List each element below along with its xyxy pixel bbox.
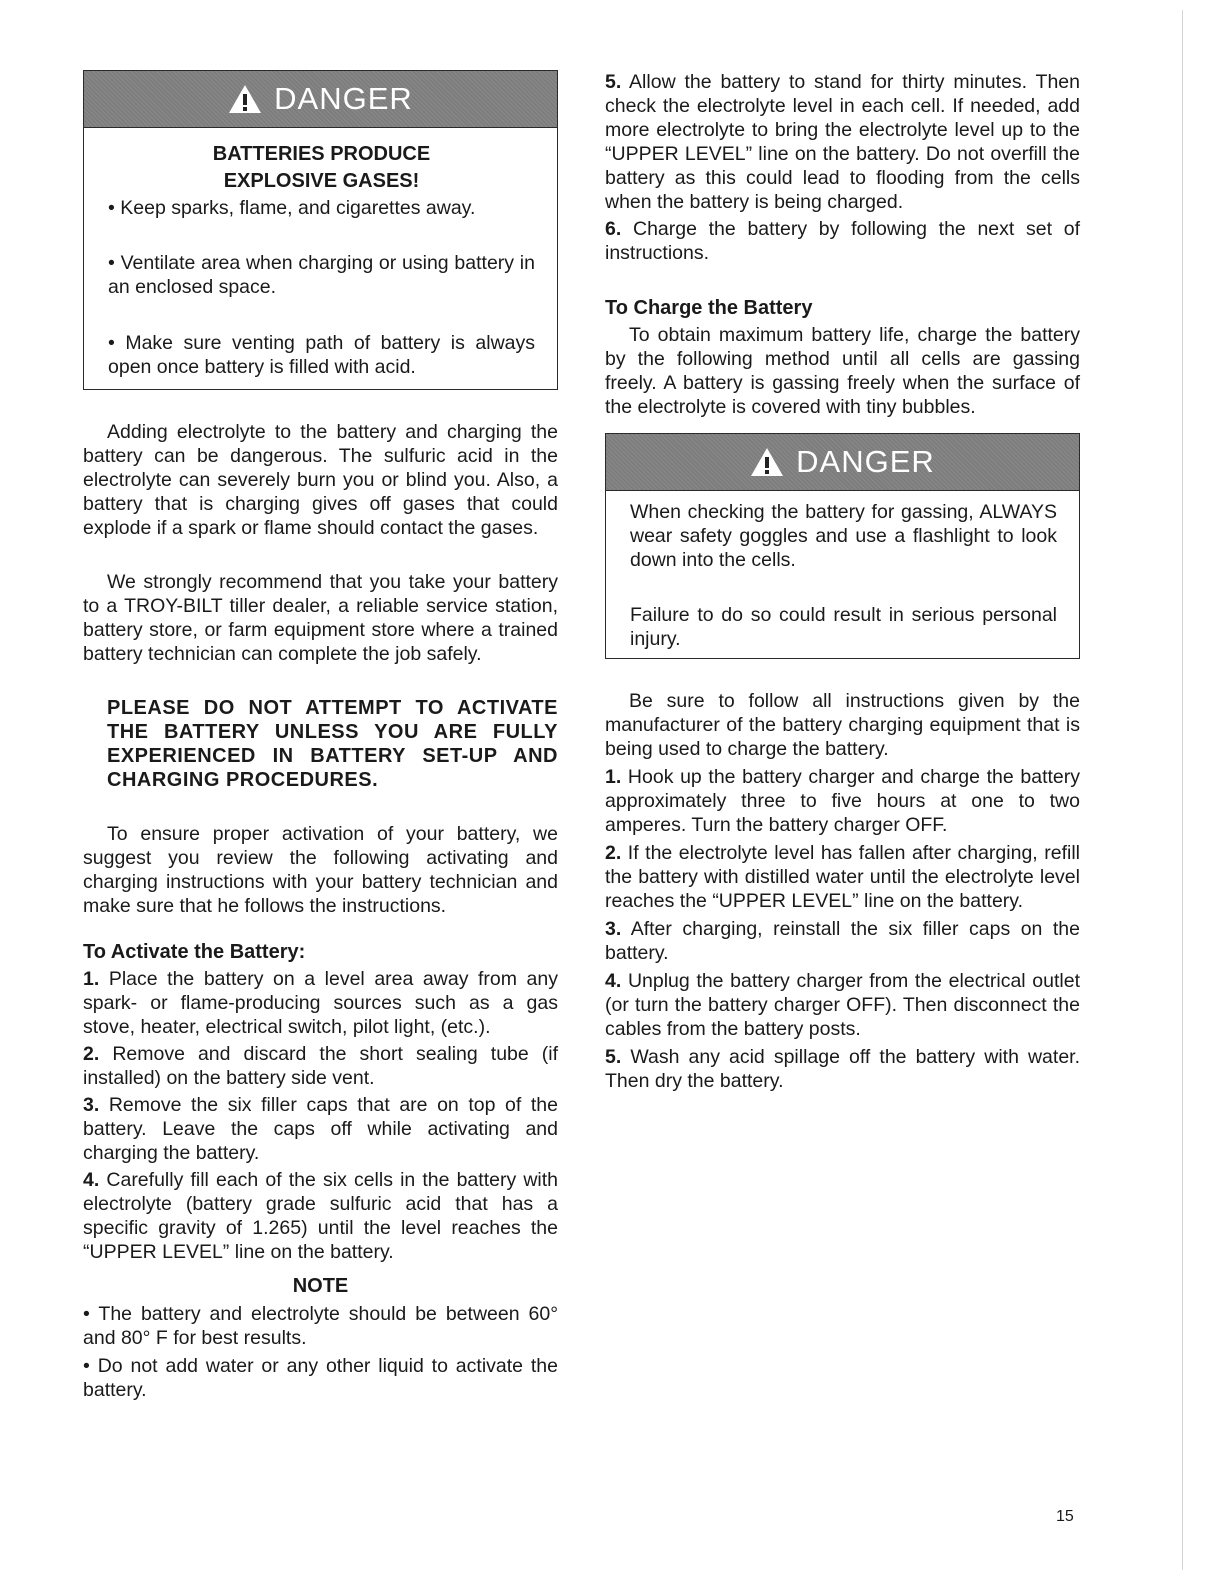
charge-step: 4. Unplug the battery charger from the electrical outlet (or turn the battery charger OFF). Then disconnect the cables from the battery posts. xyxy=(605,970,1080,1040)
danger-body xyxy=(84,128,557,389)
danger-item-sparks: • Keep sparks, flame, and cigarettes away. xyxy=(108,197,476,219)
danger-box-explosive-gases xyxy=(83,70,558,390)
danger-header xyxy=(606,434,1079,491)
caps-warning: PLEASE DO NOT ATTEMPT TO ACTIVATE THE BATTERY UNLESS YOU ARE FULLY EXPERIENCED IN BATTERY SET-UP AND CHARGING PROCEDURES. xyxy=(107,697,558,791)
activate-step: 2. Remove and discard the short sealing tube (if installed) on the battery side vent. xyxy=(83,1043,558,1089)
danger-label: DANGER xyxy=(796,444,935,479)
page-number: 15 xyxy=(1056,1508,1074,1525)
warning-triangle-icon xyxy=(750,447,784,477)
intro-paragraph: Adding electrolyte to the battery and charging the battery can be dangerous. The sulfuric acid in the electrolyte can severely burn you or blind you. Also, a battery that is charging gives off gases that could explode if a spark or flame should contact the gases. xyxy=(83,421,558,539)
danger-label: DANGER xyxy=(274,81,413,116)
danger-item-venting-path: • Make sure venting path of battery is always open once battery is filled with acid. xyxy=(108,332,535,378)
recommend-paragraph: We strongly recommend that you take your battery to a TROY-BILT tiller dealer, a reliable service station, battery store, or farm equipment store where a trained battery technician can complete the job safely. xyxy=(83,571,558,665)
warning-triangle-icon xyxy=(228,84,262,114)
ensure-paragraph: To ensure proper activation of your battery, we suggest you review the following activating and charging instructions with your battery technician and make sure that he follows the instructions. xyxy=(83,823,558,917)
activate-step: 4. Carefully fill each of the six cells in the battery with electrolyte (battery grade sulfuric acid that has a specific gravity of 1.265) until the level reaches the “UPPER LEVEL” line on the battery. xyxy=(83,1169,559,1263)
danger-item-ventilate: • Ventilate area when charging or using battery in an enclosed space. xyxy=(108,252,535,298)
charge-step: 1. Hook up the battery charger and charge the battery approximately three to five hours at one to two amperes. Turn the battery charger OFF. xyxy=(605,766,1081,836)
danger-text-injury: Failure to do so could result in serious personal injury. xyxy=(630,604,1057,650)
note-heading: NOTE xyxy=(292,1275,349,1297)
charge-step: 2. If the electrolyte level has fallen after charging, refill the battery with distilled water until the electrolyte level reaches the “UPPER LEVEL” line on the battery. xyxy=(605,842,1080,912)
danger-body xyxy=(606,491,1079,658)
right-column xyxy=(605,70,1080,1093)
danger-text-goggles: When checking the battery for gassing, ALWAYS wear safety goggles and use a flashlight to look down into the cells. xyxy=(630,501,1057,571)
charge-heading: To Charge the Battery xyxy=(605,297,813,319)
charge-step: 5. Wash any acid spillage off the battery with water. Then dry the battery. xyxy=(605,1046,1080,1092)
activate-step-continued: 6. Charge the battery by following the next set of instructions. xyxy=(605,218,1081,264)
charge-paragraph: To obtain maximum battery life, charge the battery by the following method until all cells are gassing freely. A battery is gassing freely when the surface of the electrolyte is covered with tiny bubbles. xyxy=(605,324,1080,418)
danger-title-line1: BATTERIES PRODUCE xyxy=(212,143,431,165)
charge-step: 3. After charging, reinstall the six filler caps on the battery. xyxy=(605,918,1080,964)
note-item: • The battery and electrolyte should be between 60° and 80° F for best results. xyxy=(83,1303,558,1349)
note-item: • Do not add water or any other liquid to activate the battery. xyxy=(83,1355,558,1401)
danger-box-gassing xyxy=(605,433,1080,659)
left-column xyxy=(83,70,558,1402)
activate-heading: To Activate the Battery: xyxy=(83,941,306,963)
activate-step: 3. Remove the six filler caps that are on top of the battery. Leave the caps off while activating and charging the battery. xyxy=(83,1094,558,1164)
activate-step: 1. Place the battery on a level area away from any spark- or flame-producing sources such as a gas stove, heater, electrical switch, pilot light, (etc.). xyxy=(83,968,558,1038)
activate-step-continued: 5. Allow the battery to stand for thirty minutes. Then check the electrolyte level in each cell. If needed, add more electrolyte to bring the electrolyte level up to the “UPPER LEVEL” line on the battery. Do not overfill the battery as this could lead to flooding from the cells when the battery is being charged. xyxy=(605,71,1080,213)
follow-paragraph: Be sure to follow all instructions given by the manufacturer of the battery charging equipment that is being used to charge the battery. xyxy=(605,690,1080,760)
page-edge-line xyxy=(1182,10,1183,1570)
danger-header xyxy=(84,71,557,128)
danger-title-line2: EXPLOSIVE GASES! xyxy=(223,170,420,192)
